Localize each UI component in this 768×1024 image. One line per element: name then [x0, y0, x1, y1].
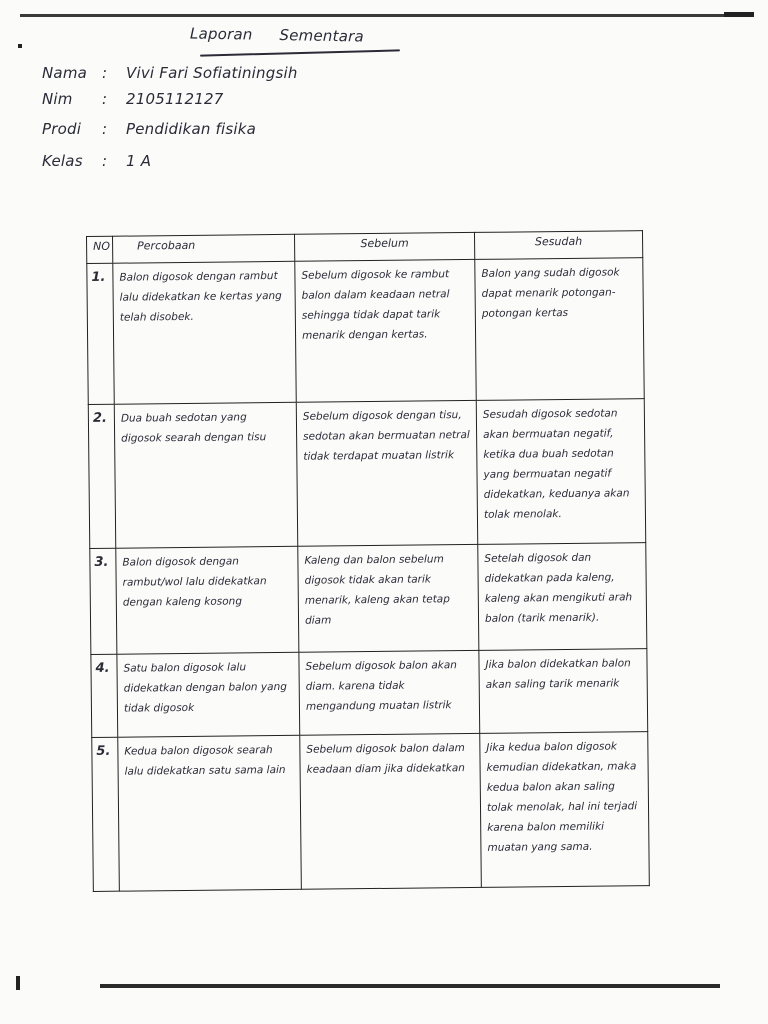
cell-sebelum: Kaleng dan balon sebelum digosok tidak akan tarik menarik, kaleng akan tetap diam: [298, 544, 479, 652]
cell-sesudah: Balon yang sudah digosok dapat menarik potongan-potongan kertas: [475, 258, 644, 401]
row-number: 1.: [87, 263, 114, 405]
report-title: Laporan Sementara: [189, 24, 364, 46]
table-row: [90, 542, 647, 654]
cell-sebelum: Sebelum digosok ke rambut balon dalam keadaan netral sehingga tidak dapat tarik menarik dengan kertas.: [295, 259, 476, 402]
cell-sesudah: Jika kedua balon digosok kemudian didekatkan, maka kedua balon akan saling tolak menolak, hal ini terjadi karena balon memiliki muatan yang sama.: [480, 732, 650, 887]
row-number: 4.: [91, 654, 118, 738]
cell-sebelum: Sebelum digosok dengan tisu, sedotan akan bermuatan netral tidak terdapat muatan listrik: [296, 401, 477, 546]
header-sebelum: Sebelum: [294, 232, 474, 261]
table-row: [92, 732, 650, 892]
row-number: 5.: [92, 738, 120, 892]
results-table-container: [86, 230, 649, 892]
info-label: Kelas: [42, 152, 83, 170]
info-separator: :: [102, 90, 108, 108]
row-number: 3.: [90, 548, 117, 654]
cell-percobaan: Balon digosok dengan rambut lalu didekatkan ke kertas yang telah disobek.: [113, 261, 296, 404]
cell-sesudah: Jika balon didekatkan balon akan saling tarik menarik: [479, 648, 648, 733]
table-row: [88, 399, 645, 548]
info-separator: :: [102, 152, 108, 170]
table-row: [87, 258, 644, 405]
edge-mark-bottom-left: [16, 976, 20, 990]
table-row: [91, 648, 648, 737]
info-value: 1 A: [126, 152, 152, 170]
cell-percobaan: Kedua balon digosok searah lalu didekatkan satu sama lain: [118, 736, 302, 892]
header-percobaan: Percobaan: [113, 234, 295, 263]
header-no: NO: [87, 236, 113, 263]
cell-percobaan: Dua buah sedotan yang digosok searah dengan tisu: [114, 403, 297, 548]
cell-percobaan: Balon digosok dengan rambut/wol lalu didekatkan dengan kaleng kosong: [116, 546, 299, 654]
info-row-name: [42, 64, 298, 82]
header-sesudah: Sesudah: [474, 231, 642, 260]
title-underline: [200, 49, 400, 56]
info-value: Pendidikan fisika: [126, 120, 257, 138]
info-value: 2105112127: [126, 90, 224, 108]
info-row-nim: [42, 90, 223, 108]
edge-mark-left: [18, 44, 22, 48]
cell-percobaan: Satu balon digosok lalu didekatkan dengan balon yang tidak digosok: [117, 652, 300, 737]
cell-sesudah: Sesudah digosok sedotan akan bermuatan negatif, ketika dua buah sedotan yang bermuatan negatif didekatkan, keduanya akan tolak menolak.: [476, 399, 645, 544]
cell-sesudah: Setelah digosok dan didekatkan pada kaleng, kaleng akan mengikuti arah balon (tarik menarik).: [478, 542, 647, 650]
cell-sebelum: Sebelum digosok balon akan diam. karena tidak mengandung muatan listrik: [299, 650, 480, 735]
info-separator: :: [102, 64, 108, 82]
info-label: Prodi: [42, 120, 82, 138]
info-value: Vivi Fari Sofiatiningsih: [126, 64, 298, 82]
results-table: [86, 230, 650, 892]
info-label: Nama: [42, 64, 88, 82]
cell-sebelum: Sebelum digosok balon dalam keadaan diam jika didekatkan: [300, 734, 482, 890]
row-number: 2.: [88, 404, 115, 548]
info-row-prodi: [42, 120, 256, 138]
page-bottom-edge: [100, 984, 720, 988]
info-separator: :: [102, 120, 108, 138]
page-top-edge: [20, 14, 754, 17]
info-label: Nim: [42, 90, 73, 108]
info-row-kelas: [42, 152, 151, 170]
